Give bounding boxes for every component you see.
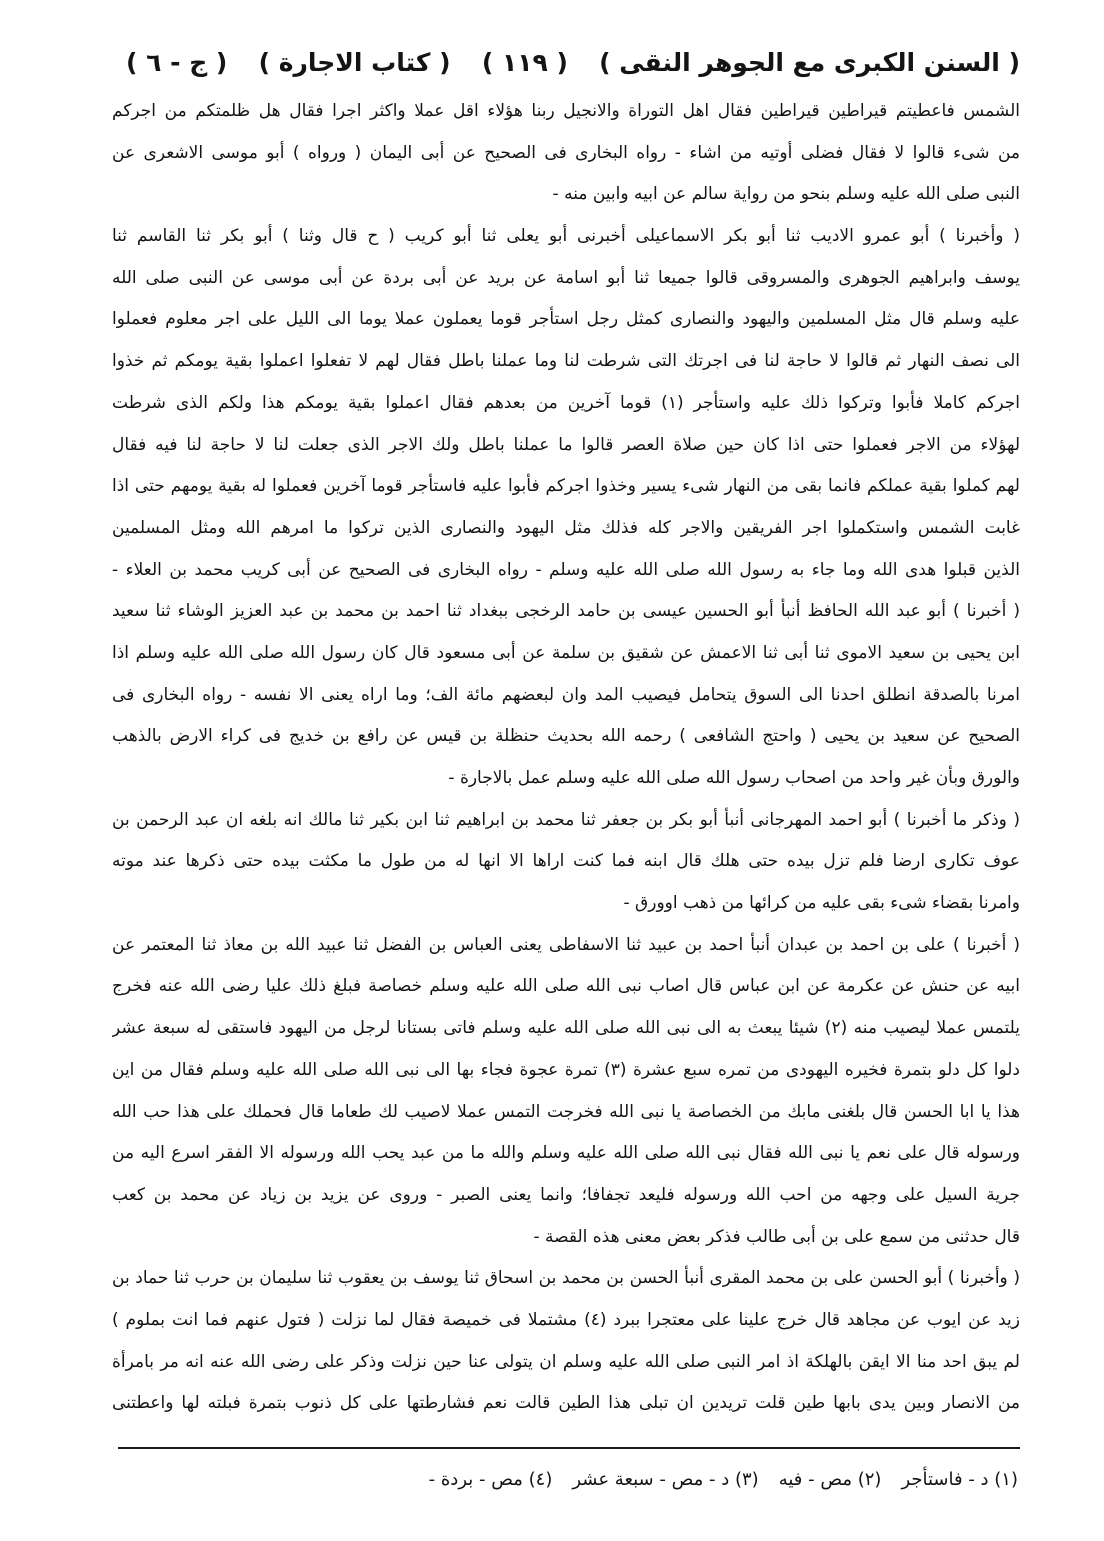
footnote-item: (٤) مص - بردة - [428, 1468, 553, 1490]
text-line: من الانصار وبين يدى بابها طين قلت تريدين ان تبلى هذا الطين قالت نعم فشارطتها على كل ذنوب بتمرة فبلته لها واعطتنى [112, 1393, 1020, 1414]
footnote-item: (٣) د - مص - سبعة عشر [572, 1468, 759, 1490]
text-line: عوف تكارى ارضا فلم تزل بيده حتى هلك قال ابنه فما كنت اراها الا انها له من طول ما مكثت بيده حتى ذكرها عند موته [112, 851, 1020, 872]
book-title: ( السنن الكبرى مع الجوهر النقى ) [599, 47, 1020, 77]
text-line: جرية السيل على وجهه من احب الله ورسوله فليعد تجفافا؛ وانما يعنى الصبر - وروى عن يزيد بن زياد عن محمد بن كعب [112, 1184, 1020, 1205]
footnotes [112, 1462, 1018, 1496]
text-line: لهم كملوا بقية عملكم فانما بقى من النهار شىء يسير وخذوا اجركم فأبوا عليه فاستأجر قوما آخرين فعملوا له بقية يومهم حتى اذا [112, 476, 1020, 497]
text-line: يلتمس عملا ليصيب منه (٢) شيئا يبعث به الى نبى الله صلى الله عليه وسلم فاتى بستانا لرجل من اليهود فاستقى له سبعة عشر [112, 1018, 1020, 1039]
text-line: والورق وبأن غير واحد من اصحاب رسول الله صلى الله عليه وسلم عمل بالاجارة - [448, 768, 1020, 788]
running-header [126, 38, 1020, 86]
text-line: دلوا كل دلو بتمرة فخيره اليهودى من تمره سبع عشرة (٣) تمرة عجوة فجاء بها الى نبى الله صلى الله عليه وسلم فقال من اين [112, 1059, 1020, 1080]
text-line: من شىء قالوا لا فقال فضلى أوتيه من اشاء - رواه البخارى فى الصحيح عن أبى اليمان ( ورواه ) أبو موسى الاشعرى عن [112, 142, 1020, 163]
text-line: قال حدثنى من سمع على بن أبى طالب فذكر بعض معنى هذه القصة - [533, 1226, 1020, 1247]
text-line: الى نصف النهار ثم قالوا لا حاجة لنا فى اجرتك التى شرطت لنا وما عملنا باطل فقال لهم لا تفعلوا اعملوا بقية يومكم ثم خذوا [112, 351, 1020, 372]
volume-number: ( ج - ٦ ) [126, 47, 228, 77]
text-line: ابن يحيى بن سعيد الاموى ثنا أبى ثنا الاعمش عن شقيق بن سلمة عن أبى مسعود قال كان رسول الله صلى الله عليه وسلم اذا [112, 642, 1020, 663]
text-line: ( أخبرنا ) أبو عبد الله الحافظ أنبأ أبو الحسين عيسى بن حامد الرخجى ببغداد ثنا احمد بن محمد بن عبد العزيز الوشاء ثنا سعيد [112, 601, 1020, 622]
text-line: امرنا بالصدقة انطلق احدنا الى السوق يتحامل فيصيب المد وان لبعضهم مائة الف؛ وما اراه يعنى الا نفسه - رواه البخارى فى [112, 684, 1020, 705]
main-text [112, 91, 1020, 1425]
footnote-item: (٢) مص - فيه [778, 1468, 882, 1490]
text-line: ورسوله قال على نعم يا نبى الله فقال نبى الله صلى الله عليه وسلم والله ما من عبد يحب الله ورسوله الا الفقر اسرع اليه من [112, 1143, 1020, 1164]
text-line: النبى صلى الله عليه وسلم بنحو من رواية سالم عن ابيه وابين منه - [552, 184, 1020, 205]
text-line: لهؤلاء من الاجر فعملوا حتى اذا كان حين صلاة العصر قالوا ما عملنا باطل ولك الاجر الذى جعلت لنا لا حاجة لنا فيه فقال [112, 434, 1020, 455]
page-number: ( ١١٩ ) [481, 47, 568, 77]
text-line: هذا يا ابا الحسن قال بلغنى مابك من الخصاصة يا نبى الله فخرجت التمس عملا لاصيب لك طعاما قال فحملك على هذا حب الله [112, 1101, 1020, 1122]
text-line: ( وأخبرنا ) أبو عمرو الاديب ثنا أبو بكر الاسماعيلى أخبرنى أبو يعلى ثنا أبو كريب ( ح قال وثنا ) أبو بكر ثنا القاسم ثنا [112, 226, 1020, 247]
text-line: الصحيح عن سعيد بن يحيى ( واحتج الشافعى ) رحمه الله بحديث حنظلة بن قيس عن رافع بن خديج فى كراء الارض بالذهب [112, 726, 1020, 747]
text-line: الشمس فاعطيتم قيراطين قيراطين فقال اهل التوراة والانجيل ربنا هؤلاء اقل عملا واكثر اجرا فقال هل ظلمتكم من اجركم [112, 101, 1020, 121]
footnote-item: (١) د - فاستأجر [901, 1468, 1018, 1490]
text-line: عليه وسلم قال مثل المسلمين واليهود والنصارى كمثل رجل استأجر قوما يعملون عملا يوما الى الليل على اجر معلوم فعملوا [112, 309, 1020, 330]
text-line: زيد عن ايوب عن مجاهد قال خرج علينا على معتجرا ببرد (٤) مشتملا فى خميصة فقال لما نزلت ( فتول عنهم فما انت بملوم ) [112, 1309, 1020, 1330]
text-line: غابت الشمس واستكملوا اجر الفريقين والاجر كله فذلك مثل اليهود والنصارى الذين تركوا ما امرهم الله ومثل المسلمين [112, 517, 1020, 538]
text-line: وامرنا بقضاء شىء بقى عليه من كرائها من ذهب اوورق - [623, 893, 1020, 914]
chapter-title: ( كتاب الاجارة ) [258, 47, 451, 77]
text-line: ( وذكر ما أخبرنا ) أبو احمد المهرجانى أنبأ أبو بكر بن جعفر ثنا محمد بن ابراهيم ثنا ابن بكير ثنا مالك انه بلغه ان عبد الرحمن بن [112, 809, 1020, 830]
text-line: ابيه عن حنش عن عكرمة عن ابن عباس قال اصاب نبى الله صلى الله عليه وسلم خصاصة فبلغ ذلك عليا رضى الله عنه فخرج [112, 976, 1020, 997]
text-line: يوسف وابراهيم الجوهرى والمسروقى قالوا جميعا ثنا أبو اسامة عن بريد عن أبى بردة عن أبى موسى عن النبى صلى الله [112, 267, 1020, 288]
text-line: لم يبق احد منا الا ايقن بالهلكة اذ امر النبى صلى الله عليه وسلم ان يتولى عنا حين نزلت وذكر على رضى الله عنه انه مر بامرأة [112, 1351, 1020, 1372]
text-line: ( أخبرنا ) على بن احمد بن عبدان أنبأ احمد بن عبيد ثنا الاسفاطى يعنى العباس بن الفضل ثنا عبيد الله بن معاذ ثنا المعتمر عن [112, 934, 1020, 955]
text-line: الذين قبلوا هدى الله وما جاء به رسول الله صلى الله عليه وسلم - رواه البخارى فى الصحيح عن أبى كريب محمد بن العلاء - [112, 559, 1020, 580]
footnote-rule [118, 1447, 1020, 1449]
text-line: ( وأخبرنا ) أبو الحسن على بن محمد المقرى أنبأ الحسن بن محمد بن اسحاق ثنا يوسف بن يعقوب ثنا سليمان بن حرب ثنا حماد بن [112, 1268, 1020, 1289]
text-line: اجركم كاملا فأبوا وتركوا ذلك عليه واستأجر (١) قوما آخرين من بعدهم فقال اعملوا بقية يومكم هذا ولكم الذى شرطت [112, 392, 1020, 413]
